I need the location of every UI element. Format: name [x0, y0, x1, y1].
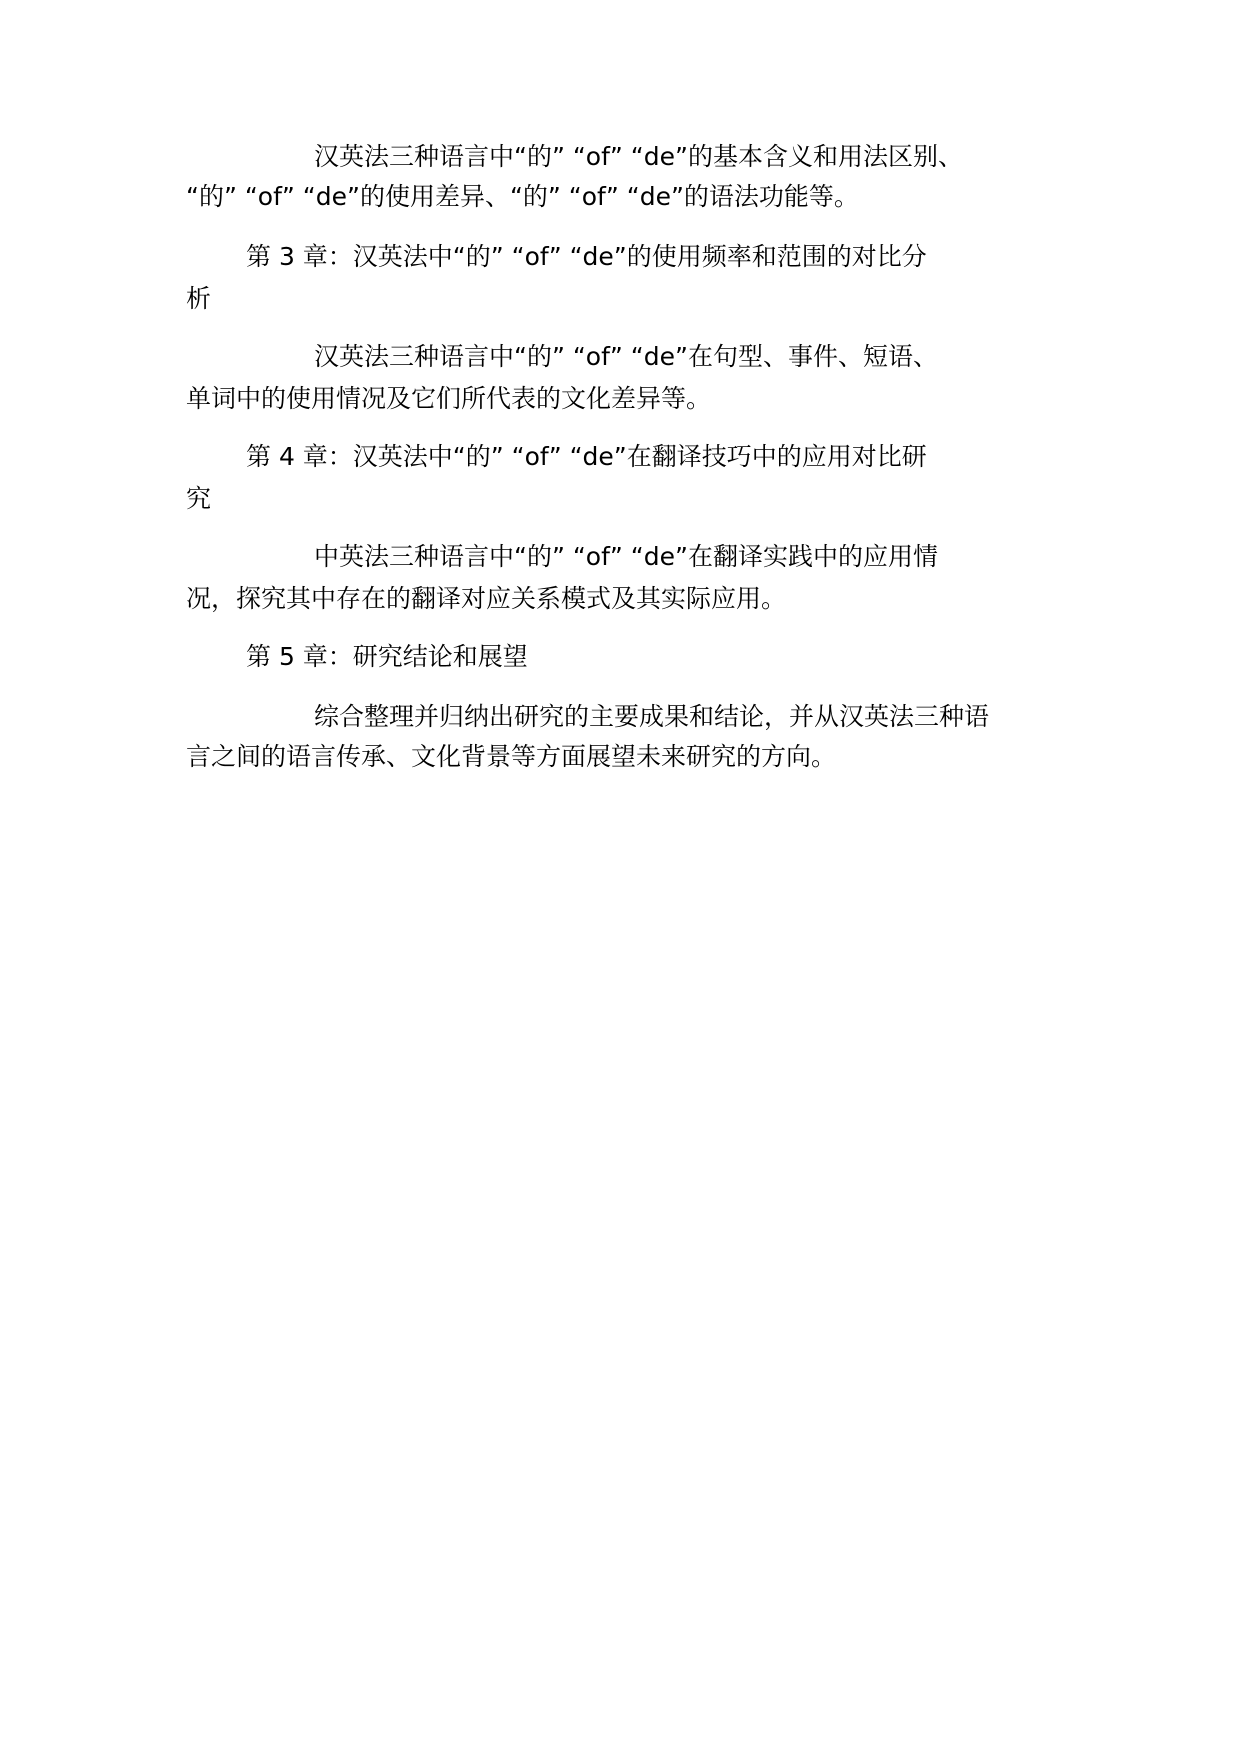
heading-line: 第 5 章：研究结论和展望	[246, 642, 528, 671]
paragraph-line: 中英法三种语言中“的” “of” “de”在翻译实践中的应用情	[314, 542, 938, 571]
paragraph-line: “的” “of” “de”的使用差异、“的” “of” “de”的语法功能等。	[186, 182, 859, 211]
paragraph-line: 汉英法三种语言中“的” “of” “de”的基本含义和用法区别、	[314, 142, 963, 171]
paragraph-line: 况，探究其中存在的翻译对应关系模式及其实际应用。	[186, 584, 787, 613]
heading-line: 究	[186, 484, 212, 513]
heading-line: 第 4 章：汉英法中“的” “of” “de”在翻译技巧中的应用对比研	[246, 442, 927, 471]
paragraph-line: 单词中的使用情况及它们所代表的文化差异等。	[186, 384, 712, 413]
paragraph-line: 汉英法三种语言中“的” “of” “de”在句型、事件、短语、	[314, 342, 938, 371]
paragraph-line: 综合整理并归纳出研究的主要成果和结论，并从汉英法三种语	[314, 702, 990, 731]
paragraph-line: 言之间的语言传承、文化背景等方面展望未来研究的方向。	[186, 742, 837, 771]
heading-line: 析	[186, 284, 212, 313]
heading-line: 第 3 章：汉英法中“的” “of” “de”的使用频率和范围的对比分	[246, 242, 927, 271]
